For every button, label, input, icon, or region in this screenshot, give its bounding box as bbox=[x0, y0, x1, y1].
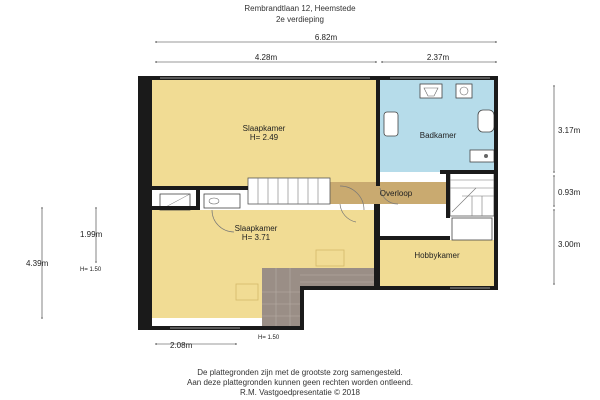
disclaimer-line-2: Aan deze plattegronden kunnen geen rechten worden ontleend. bbox=[187, 378, 413, 387]
room-label-slaapkamer-top: Slaapkamer bbox=[242, 124, 286, 133]
height-bottom-label: H= 1.50 bbox=[258, 335, 280, 341]
room-label-overloop: Overloop bbox=[379, 189, 413, 198]
dim-bottom-label: 2.08m bbox=[170, 341, 193, 350]
dim-left-total-label: 4.39m bbox=[26, 259, 49, 268]
dim-total-label: 6.82m bbox=[314, 33, 338, 42]
dim-right-top-label: 3.17m bbox=[558, 126, 581, 135]
dim-right-bottom-label: 3.00m bbox=[558, 240, 581, 249]
dim-right-label: 2.37m bbox=[426, 53, 450, 62]
room-height-slaapkamer-top: H= 2.49 bbox=[249, 133, 279, 142]
copyright-line: R.M. Vastgoedpresentatie © 2018 bbox=[239, 388, 361, 397]
room-label-badkamer: Badkamer bbox=[419, 131, 457, 140]
staircase-top bbox=[248, 178, 330, 204]
floor-title: 2e verdieping bbox=[275, 15, 325, 24]
room-label-hobbykamer: Hobbykamer bbox=[414, 251, 460, 260]
room-label-slaapkamer-bottom: Slaapkamer bbox=[234, 224, 278, 233]
hobbykamer-floor bbox=[380, 240, 496, 288]
disclaimer-line-1: De plattegronden zijn met de grootste zorg samengesteld. bbox=[197, 368, 403, 377]
slaapkamer-bottom-nook bbox=[300, 288, 374, 318]
height-left-label: H= 1.50 bbox=[80, 267, 102, 273]
washbasin-hall bbox=[204, 194, 240, 208]
address-title: Rembrandtlaan 12, Heemstede bbox=[244, 4, 356, 13]
staircase-right bbox=[450, 172, 494, 216]
room-height-slaapkamer-bottom: H= 3.71 bbox=[241, 233, 271, 242]
dim-right-mid-label: 0.93m bbox=[558, 188, 581, 197]
hobby-cupboard bbox=[452, 218, 492, 240]
dim-left-label: 4.28m bbox=[254, 53, 278, 62]
dim-left-inner-label: 1.99m bbox=[80, 230, 103, 239]
